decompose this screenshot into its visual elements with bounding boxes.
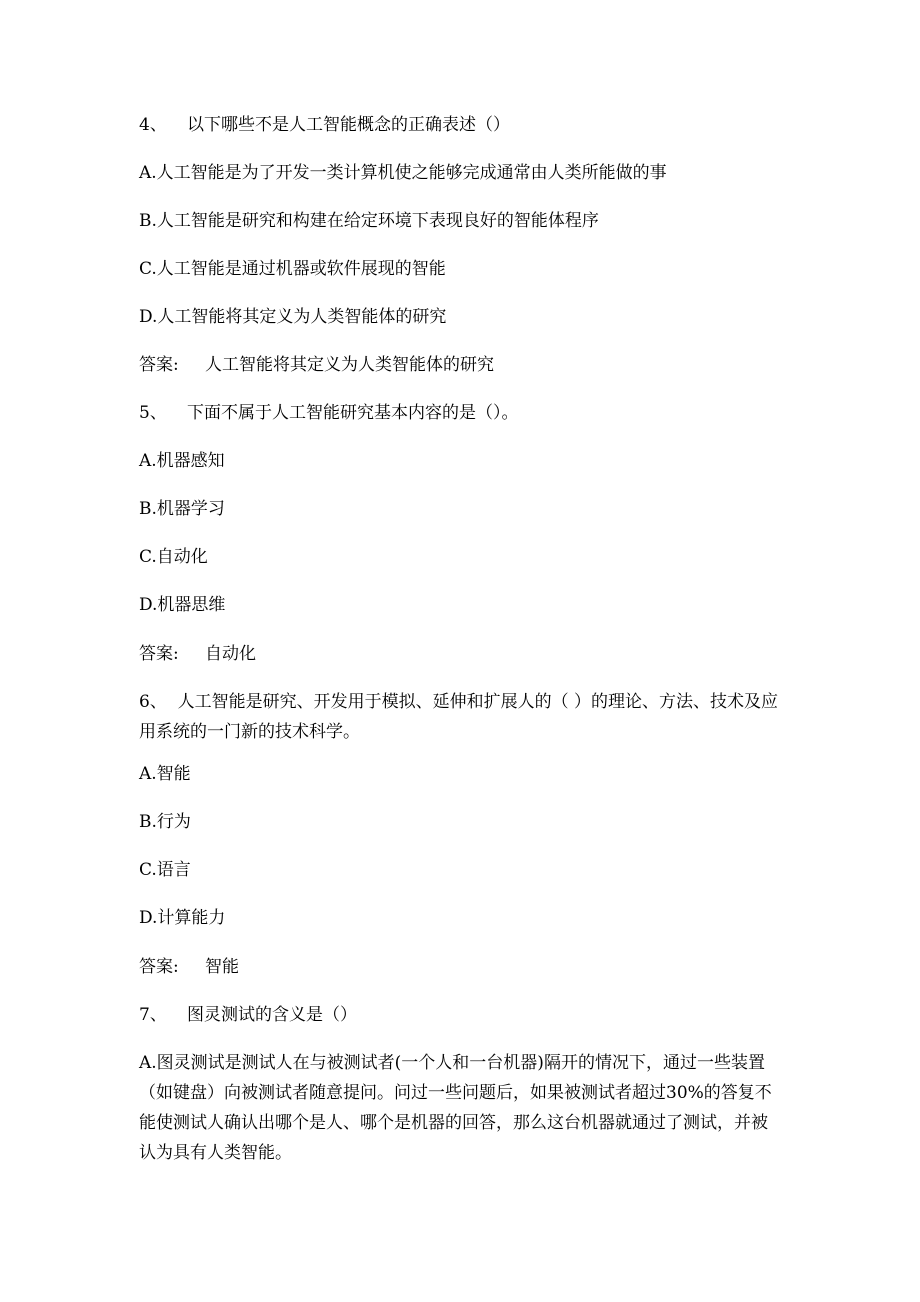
question-text: 图灵测试的含义是（） <box>187 1005 357 1025</box>
question-5-answer <box>139 643 256 665</box>
question-6-option-b: B.行为 <box>139 812 191 832</box>
question-7-stem <box>139 1004 357 1026</box>
question-6-answer <box>139 956 239 978</box>
question-5-stem <box>139 402 519 424</box>
question-5-option-c: C.自动化 <box>139 547 208 567</box>
question-6-option-a: A.智能 <box>139 764 191 784</box>
question-4-option-a: A.人工智能是为了开发一类计算机使之能够完成通常由人类所能做的事 <box>139 163 667 183</box>
answer-text: 自动化 <box>205 644 256 664</box>
answer-text: 人工智能将其定义为人类智能体的研究 <box>205 355 494 375</box>
question-4-option-c: C.人工智能是通过机器或软件展现的智能 <box>139 259 446 279</box>
question-5-option-a: A.机器感知 <box>139 451 225 471</box>
question-number: 6、 <box>139 692 167 712</box>
question-text: 以下哪些不是人工智能概念的正确表述（） <box>187 115 510 135</box>
question-number: 7、 <box>139 1005 167 1025</box>
question-text: 人工智能是研究、开发用于模拟、延伸和扩展人的（ ）的理论、方法、技术及应用系统的一门新的技术科学。 <box>139 692 779 742</box>
answer-label: 答案: <box>139 957 179 977</box>
answer-label: 答案: <box>139 644 179 664</box>
question-6-option-c: C.语言 <box>139 860 191 880</box>
question-5-option-d: D.机器思维 <box>139 595 226 615</box>
question-6-stem <box>139 687 781 747</box>
question-number: 4、 <box>139 115 167 135</box>
question-4-stem <box>139 114 510 136</box>
question-4-option-d: D.人工智能将其定义为人类智能体的研究 <box>139 307 447 327</box>
question-number: 5、 <box>139 403 167 423</box>
question-text: 下面不属于人工智能研究基本内容的是（）。 <box>187 403 519 423</box>
question-4-answer <box>139 354 494 376</box>
question-6-option-d: D.计算能力 <box>139 908 226 928</box>
question-5-option-b: B.机器学习 <box>139 499 225 519</box>
question-7-option-a: A.图灵测试是测试人在与被测试者(一个人和一台机器)隔开的情况下，通过一些装置（如键盘）向被测试者随意提问。问过一些问题后，如果被测试者超过30%的答复不能使测试人确认出哪个是人、哪个是机器的回答，那么这台机器就通过了测试，并被认为具有人类智能。 <box>139 1053 772 1163</box>
answer-label: 答案: <box>139 355 179 375</box>
answer-text: 智能 <box>205 957 239 977</box>
question-4-option-b: B.人工智能是研究和构建在给定环境下表现良好的智能体程序 <box>139 211 599 231</box>
